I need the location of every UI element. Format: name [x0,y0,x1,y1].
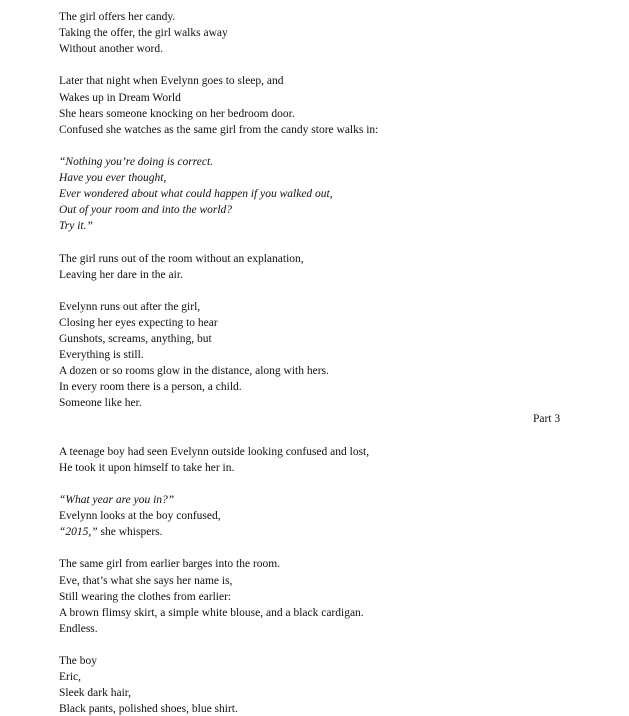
poem-line: Everything is still. [59,349,144,362]
poem-line: Without another word. [59,43,163,56]
poem-line: The same girl from earlier barges into the room. [59,558,281,571]
poem-line: “Nothing you’re doing is correct. [59,155,214,168]
poem-line: Eve, that’s what she says her name is, [59,574,233,587]
poem-line: In every room there is a person, a child. [59,381,242,394]
poem-line: Try it.” [59,220,93,233]
poem-line: Have you ever thought, [59,172,167,184]
part-label: Part 3 [533,413,561,425]
poem-line: The boy [59,655,98,667]
poem-line: Out of your room and into the world? [59,204,233,217]
poem-line: Leaving her dare in the air. [59,268,183,281]
poem-line: Black pants, polished shoes, blue shirt. [59,703,238,716]
poem-line: The girl offers her candy. [59,11,176,23]
poem-line: Eric, [59,671,82,684]
poem-line [59,525,163,539]
poem-line: Evelynn looks at the boy confused, [59,510,221,523]
poem-line-quote: “2015,” [59,526,98,539]
poem-line: “What year are you in?” [59,494,175,506]
poem-line: Ever wondered about what could happen if you walked out, [59,188,333,201]
poem-line: Later that night when Evelynn goes to sleep, and [59,75,284,88]
poem-line: The girl runs out of the room without an explanation, [59,252,304,265]
poem-line: Someone like her. [59,397,142,410]
poem-line: Wakes up in Dream World [59,91,181,104]
poem-line: Taking the offer, the girl walks away [59,27,228,40]
poem-line: Endless. [59,622,98,635]
poem-line: He took it upon himself to take her in. [59,461,235,474]
poem-line: Confused she watches as the same girl from the candy store walks in: [59,123,379,136]
poem-line: Closing her eyes expecting to hear [59,316,218,329]
poem-line: She hears someone knocking on her bedroom door. [59,107,295,120]
poem-line: A dozen or so rooms glow in the distance, along with hers. [59,365,329,378]
poem-line: Gunshots, screams, anything, but [59,333,212,345]
poem-line: Sleek dark hair, [59,687,132,700]
poem-line: A teenage boy had seen Evelynn outside looking confused and lost, [59,445,370,458]
poem-line: A brown flimsy skirt, a simple white blouse, and a black cardigan. [59,606,364,619]
poem-line: Still wearing the clothes from earlier: [59,590,232,603]
poem-line: Evelynn runs out after the girl, [59,300,201,313]
poem-line-rest: she whispers. [97,526,163,539]
